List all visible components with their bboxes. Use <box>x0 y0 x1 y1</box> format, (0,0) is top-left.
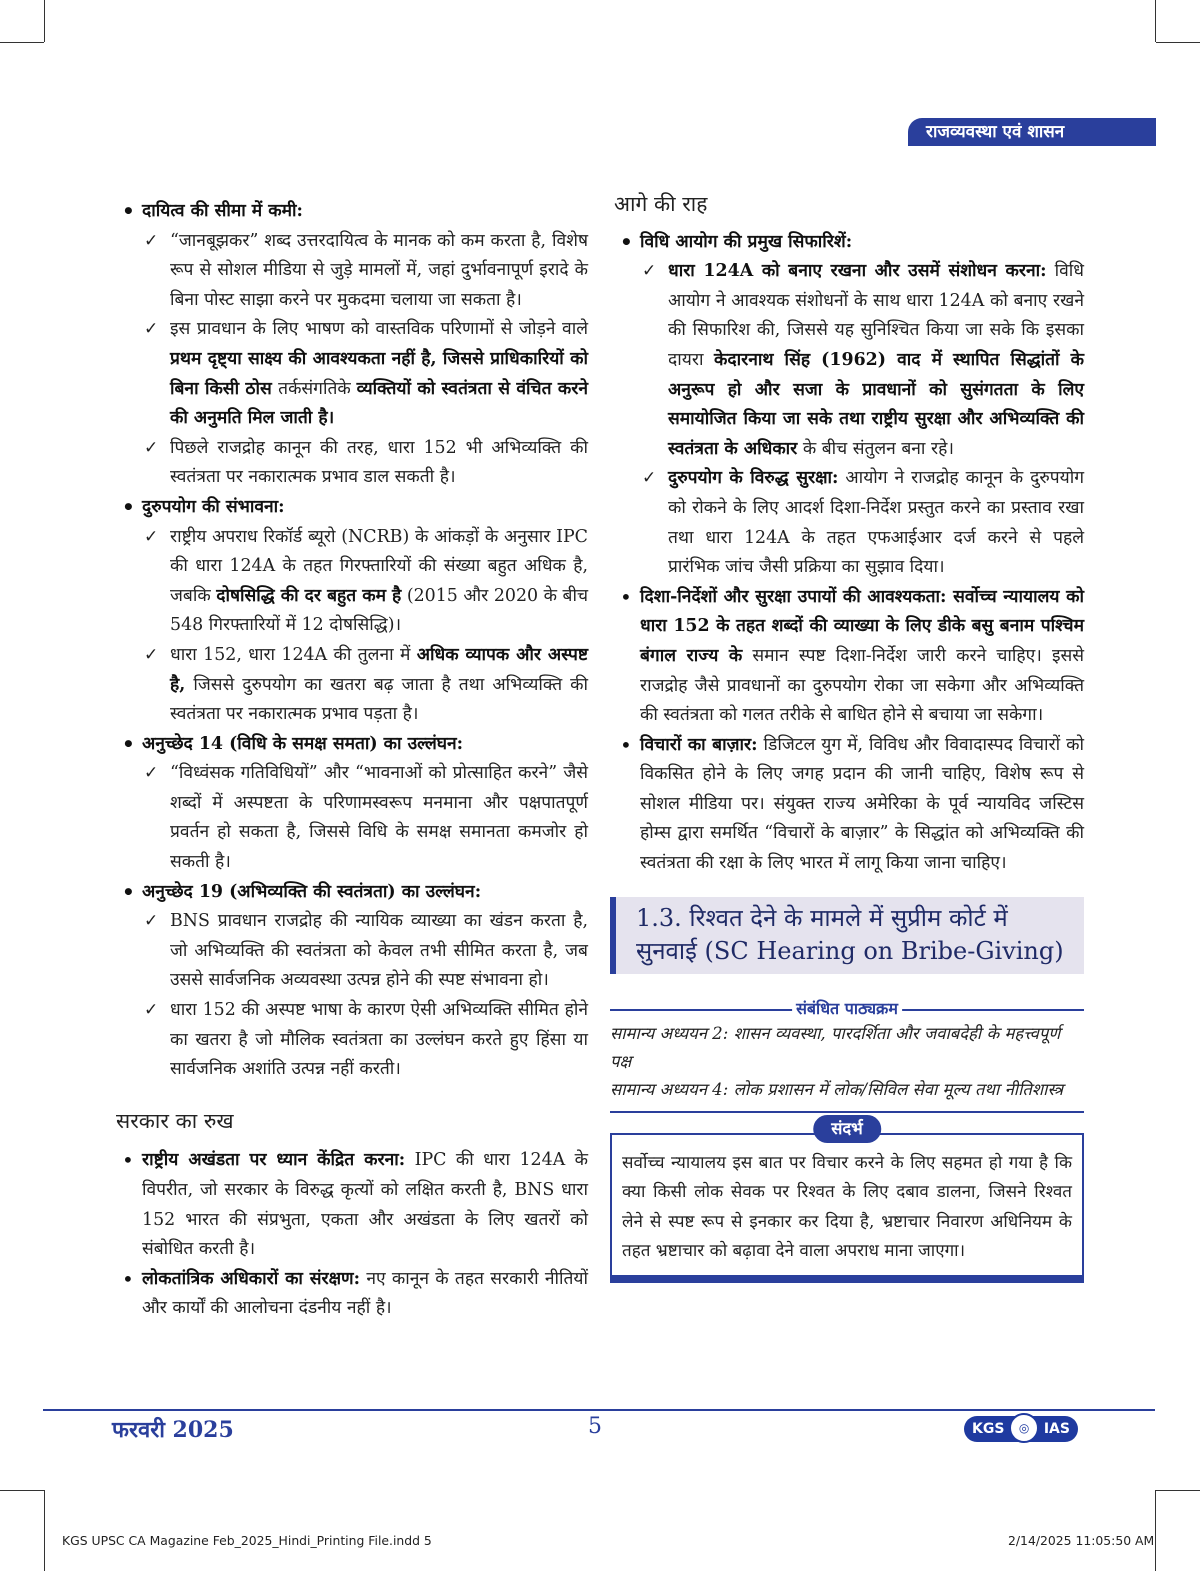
context-label: संदर्भ <box>813 1115 881 1143</box>
crop-mark <box>1155 1490 1156 1571</box>
check-icon: ✓ <box>144 1000 159 1021</box>
page-number: 5 <box>588 1414 602 1439</box>
crop-mark <box>1155 0 1156 42</box>
emblem-icon: ◎ <box>1009 1413 1039 1443</box>
bullet-item: • दिशा-निर्देशों और सुरक्षा उपायों की आवश्यकता: सर्वोच्च न्यायालय को धारा 152 के तहत शब्दों की व्याख्या के लिए डीके बसु बनाम पश्चिम बंगाल राज्य के समान स्पष्ट दिशा-निर्देश जारी करने चाहिए। इससे राजद्रोह जैसे प्रावधानों का दुरुपयोग रोका जा सकेगा और अभिव्यक्ति की स्वतंत्रता को गलत तरीके से बाधित होने से बचाया जा सकेगा। <box>610 583 1084 731</box>
bullet-heading: • विधि आयोग की प्रमुख सिफारिशें: <box>610 228 1084 258</box>
check-icon: ✓ <box>144 437 159 458</box>
kgs-ias-logo: KGS ◎ IAS <box>964 1416 1078 1442</box>
check-item: ✓ “विध्वंसक गतिविधियों” और “भावनाओं को प्रोत्साहित करने” जैसे शब्दों में अस्पष्टता के परिणामस्वरूप मनमाना और पक्षपातपूर्ण प्रवर्तन हो सकता है, जिससे विधि के समक्ष समानता कमजोर हो सकती है। <box>112 759 588 877</box>
footer-month: फरवरी 2025 <box>112 1417 234 1443</box>
crop-mark <box>44 0 45 42</box>
bullet-heading: • दायित्व की सीमा में कमी: <box>112 197 588 227</box>
check-item: ✓ पिछले राजद्रोह कानून की तरह, धारा 152 भी अभिव्यक्ति की स्वतंत्रता पर नकारात्मक प्रभाव डाल सकती है। <box>112 434 588 493</box>
check-icon: ✓ <box>642 261 657 282</box>
check-icon: ✓ <box>144 644 159 665</box>
crop-mark <box>1156 1490 1200 1491</box>
section-tag: राजव्यवस्था एवं शासन <box>908 118 1156 146</box>
bullet-item: • राष्ट्रीय अखंडता पर ध्यान केंद्रित करना: IPC की धारा 124A के विपरीत, जो सरकार के विरुद्ध कृत्यों को लक्षित करती है, BNS धारा 152 भारत की संप्रभुता, एकता और अखंडता के लिए खतरों को संबोधित करती है। <box>112 1146 588 1264</box>
way-forward-heading: आगे की राह <box>614 192 708 216</box>
bullet-heading: • दुरुपयोग की संभावना: <box>112 493 588 523</box>
syllabus-item: सामान्य अध्ययन 4: लोक प्रशासन में लोक/सिविल सेवा मूल्य तथा नीतिशास्त्र <box>610 1080 1064 1100</box>
check-item: ✓ धारा 124A को बनाए रखना और उसमें संशोधन करना: विधि आयोग ने आवश्यक संशोधनों के साथ धारा 124A को बनाए रखने की सिफारिश की, जिससे यह सुनिश्चित किया जा सके कि इसका दायरा केदारनाथ सिंह (1962) वाद में स्थापित सिद्धांतों के अनुरूप हो और सजा के प्रावधानों को सुसंगतता के लिए समायोजित किया जा सके तथा राष्ट्रीय सुरक्षा और अभिव्यक्ति की स्वतंत्रता के अधिकार के बीच संतुलन बना रहे। <box>610 257 1084 464</box>
check-item: ✓ धारा 152 की अस्पष्ट भाषा के कारण ऐसी अभिव्यक्ति सीमित होने का खतरा है जो मौलिक स्वतंत्रता का उल्लंघन करते हुए हिंसा या सार्वजनिक अशांति उत्पन्न नहीं करती। <box>112 996 588 1085</box>
government-stance-heading: सरकार का रुख <box>116 1108 234 1133</box>
print-file-slug: KGS UPSC CA Magazine Feb_2025_Hindi_Printing File.indd 5 <box>62 1533 432 1548</box>
check-icon: ✓ <box>144 911 159 932</box>
right-column <box>610 190 1084 1283</box>
syllabus-item: सामान्य अध्ययन 2: शासन व्यवस्था, पारदर्शिता और जवाबदेही के महत्त्वपूर्ण पक्ष <box>610 1023 1061 1072</box>
bullet-item: • लोकतांत्रिक अधिकारों का संरक्षण: नए कानून के तहत सरकारी नीतियों और कार्यों की आलोचना दंडनीय नहीं है। <box>112 1265 588 1324</box>
check-item: ✓ धारा 152, धारा 124A की तुलना में अधिक व्यापक और अस्पष्ट है, जिससे दुरुपयोग का खतरा बढ़ जाता है तथा अभिव्यक्ति की स्वतंत्रता पर नकारात्मक प्रभाव पड़ता है। <box>112 641 588 730</box>
check-item: ✓ “जानबूझकर” शब्द उत्तरदायित्व के मानक को कम करता है, विशेष रूप से सोशल मीडिया से जुड़े मामलों में, जहां दुर्भावनापूर्ण इरादे के बिना पोस्ट साझा करने पर मुकदमा चलाया जा सकता है। <box>112 227 588 316</box>
crop-mark <box>0 42 44 43</box>
check-icon: ✓ <box>144 526 159 547</box>
syllabus-header <box>610 998 1084 1020</box>
check-icon: ✓ <box>144 319 159 340</box>
crop-mark <box>0 1490 44 1491</box>
context-box: सर्वोच्च न्यायालय इस बात पर विचार करने के लिए सहमत हो गया है कि क्या किसी लोक सेवक पर रिश्वत के लिए दबाव डालना, जिसने रिश्वत लेने से स्पष्ट रूप से इनकार कर दिया है, भ्रष्टाचार निवारण अधिनियम के तहत भ्रष्टाचार को बढ़ावा देने वाला अपराध माना जाएगा। <box>610 1133 1084 1283</box>
bullet-heading: • अनुच्छेद 19 (अभिव्यक्ति की स्वतंत्रता) का उल्लंघन: <box>112 878 588 908</box>
crop-mark <box>1156 42 1200 43</box>
section-title-box: 1.3. रिश्वत देने के मामले में सुप्रीम कोर्ट में सुनवाई (SC Hearing on Bribe-Giving) <box>610 897 1084 974</box>
crop-mark <box>44 1490 45 1571</box>
bullet-heading: • अनुच्छेद 14 (विधि के समक्ष समता) का उल्लंघन: <box>112 730 588 760</box>
check-item: ✓ इस प्रावधान के लिए भाषण को वास्तविक परिणामों से जोड़ने वाले प्रथम दृष्ट्या साक्ष्य की आवश्यकता नहीं है, जिससे प्राधिकारियों को बिना किसी ठोस तर्कसंगतिके व्यक्तियों को स्वतंत्रता से वंचित करने की अनुमति मिल जाती है। <box>112 315 588 433</box>
check-icon: ✓ <box>144 763 159 784</box>
check-icon: ✓ <box>144 230 159 251</box>
left-column <box>112 197 588 1324</box>
check-icon: ✓ <box>642 468 657 489</box>
bullet-item: • विचारों का बाज़ार: डिजिटल युग में, विविध और विवादास्पद विचारों को विकसित होने के लिए जगह प्रदान की जानी चाहिए, विशेष रूप से सोशल मीडिया पर। संयुक्त राज्य अमेरिका के पूर्व न्यायविद जस्टिस होम्स द्वारा समर्थित “विचारों के बाज़ार” के सिद्धांत को अभिव्यक्ति की स्वतंत्रता की रक्षा के लिए भारत में लागू किया जाना चाहिए। <box>610 731 1084 879</box>
check-item: ✓ राष्ट्रीय अपराध रिकॉर्ड ब्यूरो (NCRB) के आंकड़ों के अनुसार IPC की धारा 124A के तहत गिरफ्तारियों की संख्या बहुत अधिक है, जबकि दोषसिद्धि की दर बहुत कम है (2015 और 2020 के बीच 548 गिरफ्तारियों में 12 दोषसिद्धि)। <box>112 523 588 641</box>
context-header <box>610 1111 1084 1145</box>
footer-divider <box>43 1409 1155 1411</box>
print-timestamp: 2/14/2025 11:05:50 AM <box>1008 1533 1155 1548</box>
check-item: ✓ BNS प्रावधान राजद्रोह की न्यायिक व्याख्या का खंडन करता है, जो अभिव्यक्ति की स्वतंत्रता को केवल तभी सीमित करता है, जब उससे सार्वजनिक अव्यवस्था उत्पन्न होने की स्पष्ट संभावना हो। <box>112 907 588 996</box>
syllabus-label: संबंधित पाठ्यक्रम <box>792 998 902 1020</box>
check-item: ✓ दुरुपयोग के विरुद्ध सुरक्षा: आयोग ने राजद्रोह कानून के दुरुपयोग को रोकने के लिए आदर्श दिशा-निर्देश प्रस्तुत करने का प्रस्ताव रखा तथा धारा 124A के तहत एफआईआर दर्ज करने से पहले प्रारंभिक जांच जैसी प्रक्रिया का सुझाव दिया। <box>610 464 1084 582</box>
